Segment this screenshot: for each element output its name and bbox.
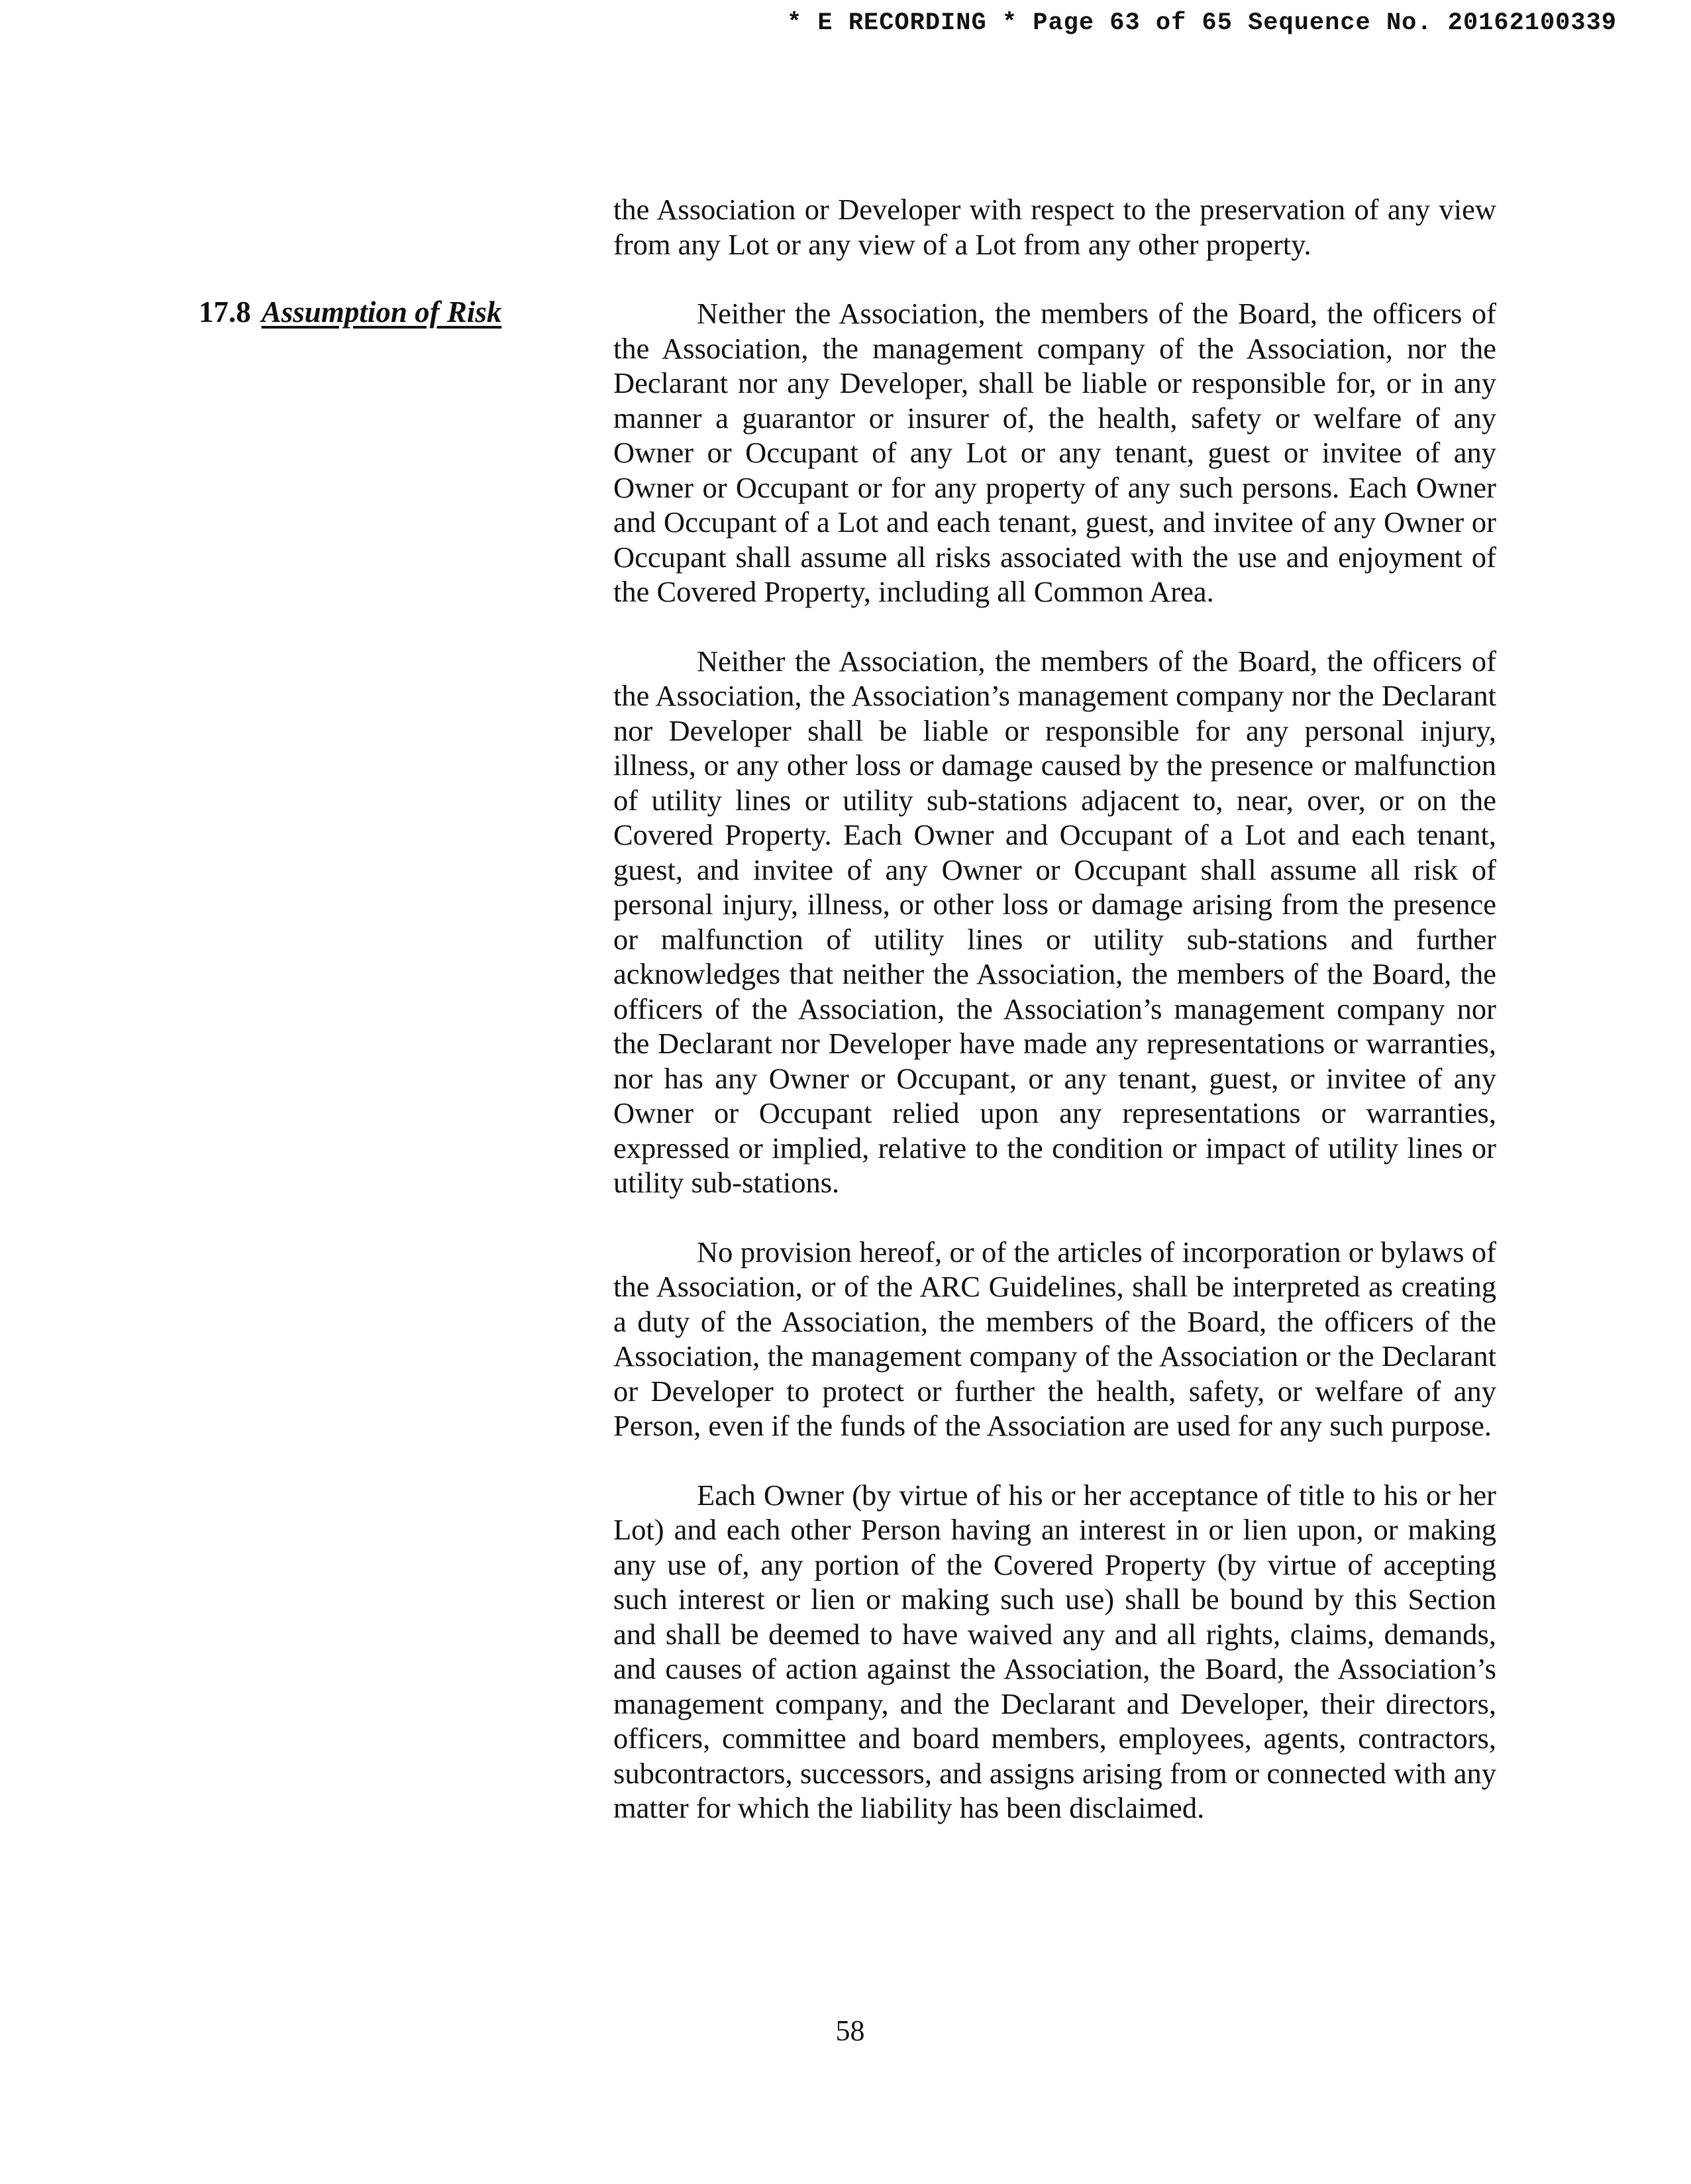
section-heading (199, 295, 501, 330)
paragraph-utility-lines: Neither the Association, the members of the Board, the officers of the Association, the Association’s management company nor the Declarant nor Developer shall be liable or responsible for any personal injury, illness, or any other loss or damage caused by the presence or malfunction of utility lines or utility sub-stations adjacent to, near, over, or on the Covered Property. Each Owner and Occupant of a Lot and each tenant, guest, and invitee of any Owner or Occupant shall assume all risk of personal injury, illness, or other loss or damage arising from the presence or malfunction of utility lines or utility sub-stations and further acknowledges that neither the Association, the members of the Board, the officers of the Association, the Association’s management company nor the Declarant nor Developer have made any representations or warranties, nor has any Owner or Occupant, or any tenant, guest, or invitee of any Owner or Occupant relied upon any representations or warranties, expressed or implied, relative to the condition or impact of utility lines or utility sub-stations. (613, 644, 1496, 1199)
paragraph-waiver: Each Owner (by virtue of his or her acceptance of title to his or her Lot) and each other Person having an interest in or lien upon, or making any use of, any portion of the Covered Property (by virtue of accepting such interest or lien or making such use) shall be bound by this Section and shall be deemed to have waived any and all rights, claims, demands, and causes of action against the Association, the Board, the Association’s management company, and the Declarant and Developer, their directors, officers, committee and board members, employees, agents, contractors, subcontractors, successors, and assigns arising from or connected with any matter for which the liability has been disclaimed. (613, 1478, 1496, 1824)
section-number: 17.8 (199, 295, 251, 329)
paragraph-no-duty: No provision hereof, or of the articles of incorporation or bylaws of the Association, or of the ARC Guidelines, shall be interpreted as creating a duty of the Association, the members of the Board, the officers of the Association, the management company of the Association or the Declarant or Developer to protect or further the health, safety, or welfare of any Person, even if the funds of the Association are used for any such purpose. (613, 1235, 1496, 1442)
paragraph-continuation: the Association or Developer with respect to the preservation of any view from any Lot or any view of a Lot from any other property. (613, 193, 1496, 261)
recording-header: * E RECORDING * Page 63 of 65 Sequence No. 20162100339 (787, 9, 1617, 37)
section-title: Assumption of Risk (261, 295, 502, 329)
page-number (0, 2014, 1691, 2048)
page-number-text: 58 (835, 2014, 865, 2047)
body-text-column (613, 192, 1496, 1826)
paragraph-no-liability: Neither the Association, the members of the Board, the officers of the Association, the management company of the Association, nor the Declarant nor any Developer, shall be liable or responsible for, or in any manner a guarantor or insurer of, the health, safety or welfare of any Owner or Occupant of any Lot or any tenant, guest or invitee of any Owner or Occupant or for any property of any such persons. Each Owner and Occupant of a Lot and each tenant, guest, and invitee of any Owner or Occupant shall assume all risks associated with the use and enjoyment of the Covered Property, including all Common Area. (613, 297, 1496, 608)
